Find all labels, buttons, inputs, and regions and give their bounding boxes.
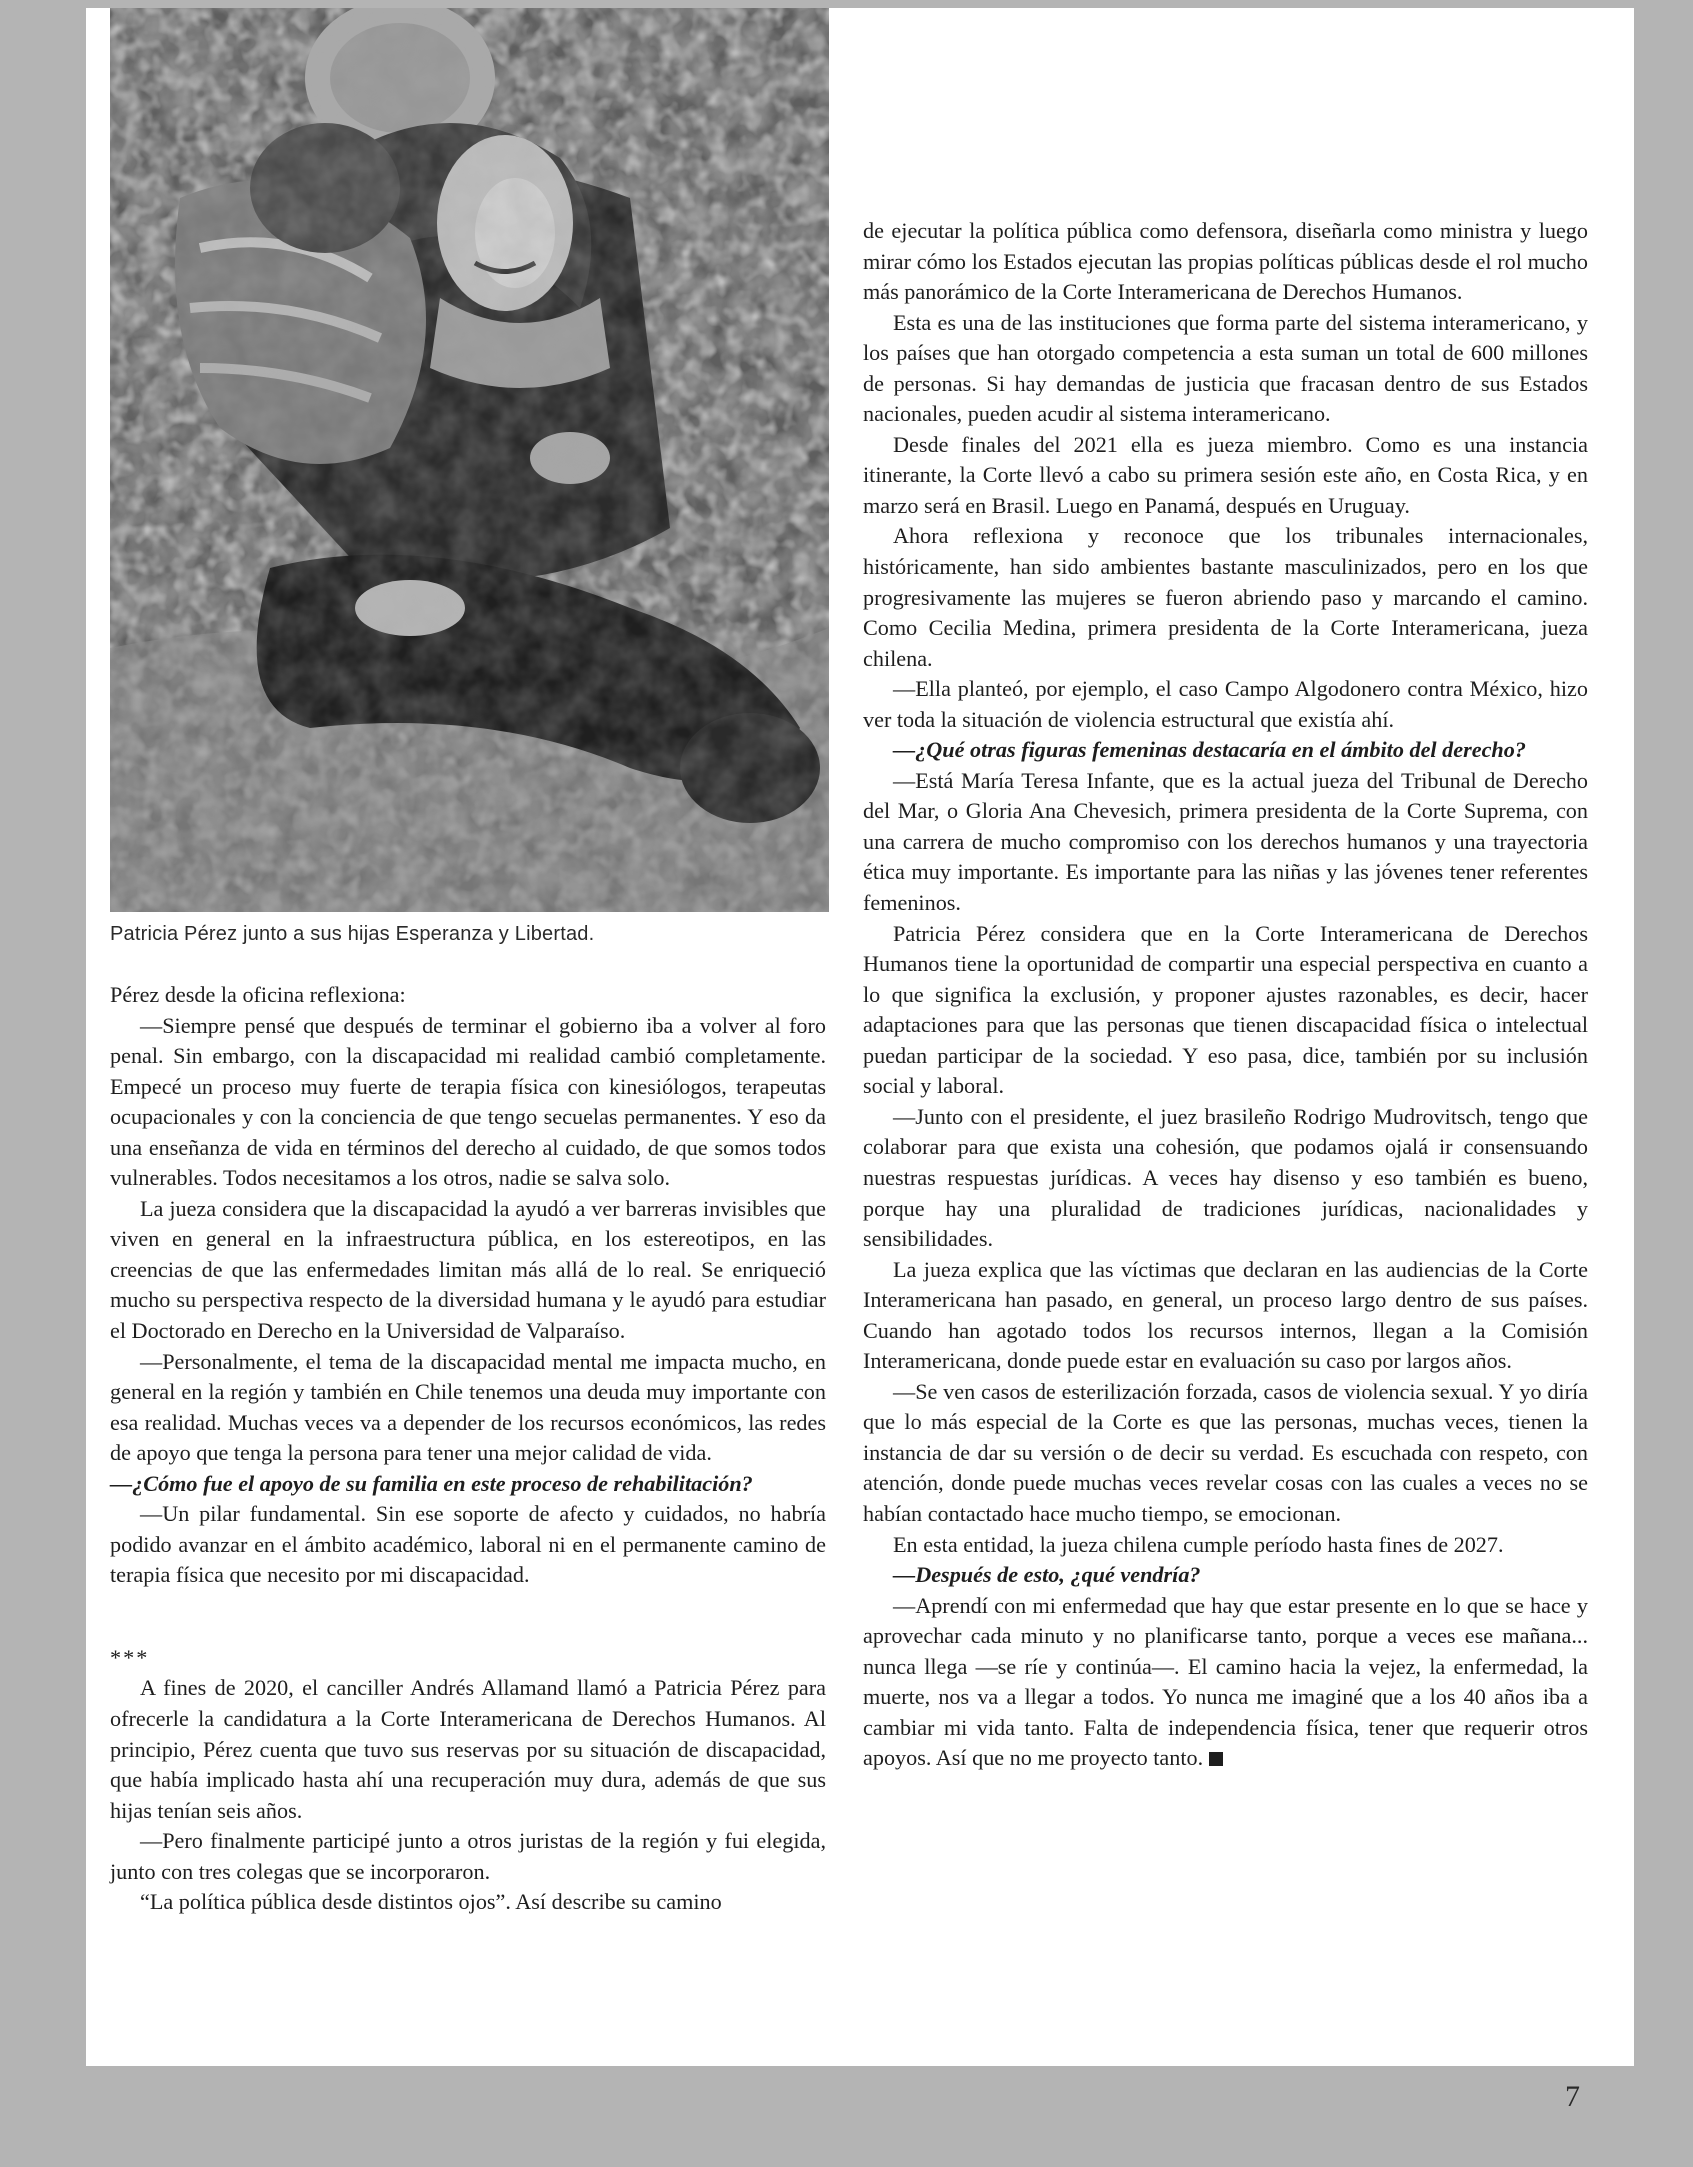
left-column-paragraph: La jueza considera que la discapacidad la ayudó a ver barreras invisibles que viven en general en la infraestructura pública, en los estereotipos, en las creencias de que las enfermedades limitan más allá de lo real. Se enriqueció mucho su perspectiva respecto de la diversidad humana y le ayudó para estudiar el Doctorado en Derecho en la Universidad de Valparaíso. — [110, 1195, 826, 1344]
left-column-paragraph: —Siempre pensé que después de terminar el gobierno iba a volver al foro penal. Sin embargo, con la discapacidad mi realidad cambió completamente. Empecé un proceso muy fuerte de terapia física con kinesiólogos, terapeutas ocupacionales y con la conciencia de que tengo secuelas permanentes. Y eso da una enseñanza de vida en términos del derecho al cuidado, de que somos todos vulnerables. Todos necesitamos a los otros, nadie se salva solo. — [110, 1012, 826, 1191]
left-column-paragraph: *** — [110, 1644, 150, 1670]
end-mark-icon — [1209, 1752, 1223, 1766]
photo-illustration — [110, 8, 829, 912]
left-column-paragraph: —Un pilar fundamental. Sin ese soporte de afecto y cuidados, no habría podido avanzar en el ámbito académico, laboral ni en el permanente camino de terapia física que necesito por mi discapacidad. — [110, 1501, 826, 1588]
left-column-paragraph: —Personalmente, el tema de la discapacidad mental me impacta mucho, en general en la región y también en Chile tenemos una deuda muy importante con esa realidad. Muchas veces va a depender de los recursos económicos, las redes de apoyo que tenga la persona para tener una mejor calidad de vida. — [110, 1348, 826, 1466]
article-photo — [110, 8, 829, 912]
right-column-paragraph: de ejecutar la política pública como defensora, diseñarla como ministra y luego mirar cómo los Estados ejecutan las propias políticas públicas desde el rol mucho más panorámico de la Corte Interamericana de Derechos Humanos. — [863, 218, 1588, 305]
article-column-left — [110, 980, 826, 1918]
right-column-paragraph: —¿Qué otras figuras femeninas destacaría en el ámbito del derecho? — [893, 737, 1526, 763]
left-column-paragraph: Pérez desde la oficina reflexiona: — [110, 982, 406, 1007]
right-column-paragraph: —Junto con el presidente, el juez brasileño Rodrigo Mudrovitsch, tengo que colaborar para que exista una cohesión, que podamos ojalá ir consensuando nuestras respuestas jurídicas. A veces hay disenso y eso también es bueno, porque hay una pluralidad de tradiciones jurídicas, nacionalidades y sensibilidades. — [863, 1103, 1588, 1252]
right-column-paragraph: —Ella planteó, por ejemplo, el caso Campo Algodonero contra México, hizo ver toda la situación de violencia estructural que existía ahí. — [863, 676, 1588, 732]
left-column-paragraph: “La política pública desde distintos ojos”. Así describe su camino — [140, 1889, 722, 1915]
right-column-paragraph: Esta es una de las instituciones que forma parte del sistema interamericano, y los países que han otorgado competencia a esta suman un total de 600 millones de personas. Si hay demandas de justicia que fracasan dentro de sus Estados nacionales, pueden acudir al sistema interamericano. — [863, 309, 1588, 427]
article-column-right — [863, 216, 1588, 1774]
left-column-paragraph: —Pero finalmente participé junto a otros juristas de la región y fui elegida, junto con tres colegas que se incorporaron. — [110, 1828, 826, 1884]
magazine-page — [86, 8, 1634, 2066]
right-column-paragraph: —Se ven casos de esterilización forzada, casos de violencia sexual. Y yo diría que lo más especial de la Corte es que las personas, muchas veces, tienen la instancia de dar su versión o de decir su verdad. Es escuchada con respeto, con atención, donde puede muchas veces revelar cosas con las cuales a veces no se habían contactado hace mucho tiempo, se emocionan. — [863, 1378, 1588, 1526]
left-column-paragraph: —¿Cómo fue el apoyo de su familia en este proceso de rehabilitación? — [110, 1470, 753, 1496]
right-column-paragraph: —Está María Teresa Infante, que es la actual jueza del Tribunal de Derecho del Mar, o Gloria Ana Chevesich, primera presidenta de la Corte Suprema, con una carrera de mucho compromiso con los derechos humanos y una trayectoria ética muy importante. Es importante para las niñas y las jóvenes tener referentes femeninos. — [863, 767, 1588, 916]
right-column-paragraph: —Aprendí con mi enfermedad que hay que estar presente en lo que se hace y aprovechar cada minuto y no planificarse tanto, porque a veces ese mañana... nunca llega —se ríe y continúa—. El camino hacia la vejez, la enfermedad, la muerte, nos va a llegar a todos. Yo nunca me imaginé que a los 40 años iba a cambiar mi vida tanto. Falta de independencia física, tener que requerir otros apoyos. Así que no me proyecto tanto. — [863, 1592, 1588, 1771]
right-column-paragraph: En esta entidad, la jueza chilena cumple período hasta fines de 2027. — [893, 1531, 1504, 1557]
photo-caption: Patricia Pérez junto a sus hijas Esperanza y Libertad. — [110, 923, 595, 945]
right-column-paragraph: —Después de esto, ¿qué vendría? — [893, 1562, 1201, 1588]
page-number: 7 — [1565, 2080, 1580, 2113]
right-column-paragraph: Desde finales del 2021 ella es jueza miembro. Como es una instancia itinerante, la Corte llevó a cabo su primera sesión este año, en Costa Rica, y en marzo será en Brasil. Luego en Panamá, después en Uruguay. — [863, 431, 1588, 518]
left-column-paragraph: A fines de 2020, el canciller Andrés Allamand llamó a Patricia Pérez para ofrecerle la candidatura a la Corte Interamericana de Derechos Humanos. Al principio, Pérez cuenta que tuvo sus reservas por su situación de discapacidad, que había implicado hasta ahí una recuperación muy dura, además de que sus hijas tenían seis años. — [110, 1675, 826, 1823]
right-column-paragraph: La jueza explica que las víctimas que declaran en las audiencias de la Corte Interamericana han pasado, en general, un proceso largo dentro de sus países. Cuando han agotado todos los recursos internos, llegan a la Comisión Interamericana, donde puede estar en evaluación su caso por largos años. — [863, 1256, 1588, 1374]
right-column-paragraph: Patricia Pérez considera que en la Corte Interamericana de Derechos Humanos tiene la oportunidad de compartir una especial perspectiva en cuanto a lo que significa la exclusión, y proponer ajustes razonables, es decir, hacer adaptaciones para que las personas que tienen discapacidad física o intelectual puedan participar de la sociedad. Y eso pasa, dice, también por su inclusión social y laboral. — [863, 920, 1588, 1099]
right-column-paragraph: Ahora reflexiona y reconoce que los tribunales internacionales, históricamente, han sido ambientes bastante masculinizados, pero en los que progresivamente las mujeres se fueron abriendo paso y marcando el camino. Como Cecilia Medina, primera presidenta de la Corte Interamericana, jueza chilena. — [863, 523, 1588, 671]
